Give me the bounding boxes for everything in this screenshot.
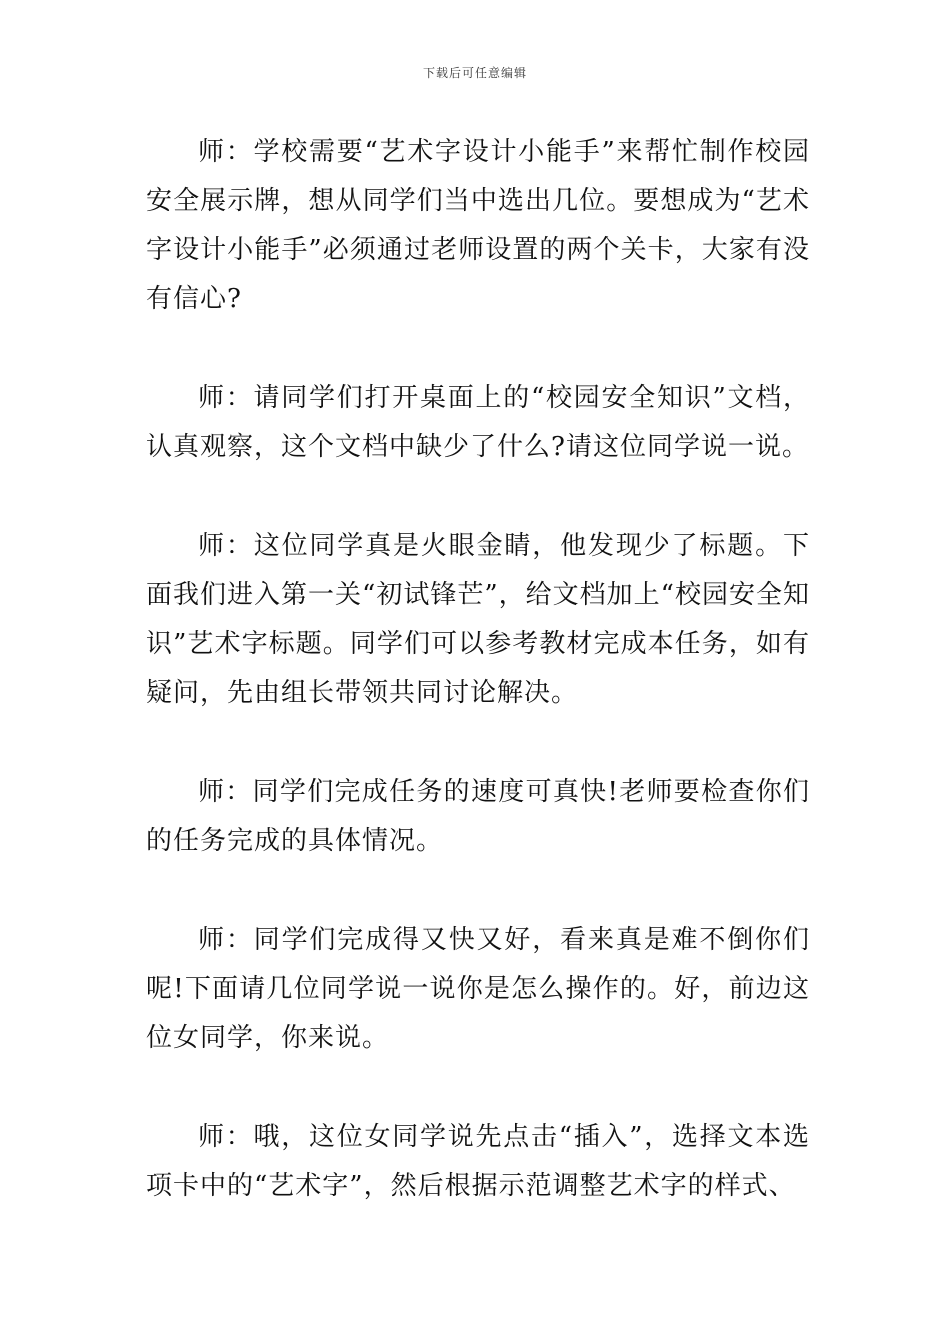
paragraph-4: 师：同学们完成任务的速度可真快!老师要检查你们的任务完成的具体情况。 xyxy=(146,777,810,856)
paragraph-1: 师：学校需要“艺术字设计小能手”来帮忙制作校园安全展示牌，想从同学们当中选出几位。要想成为“艺术字设计小能手”必须通过老师设置的两个关卡，大家有没有信心? xyxy=(146,137,810,314)
paragraph-5: 师：同学们完成得又快又好，看来真是难不倒你们呢!下面请几位同学说一说你是怎么操作的。好，前边这位女同学，你来说。 xyxy=(146,925,810,1053)
paragraph-6: 师：哦，这位女同学说先点击“插入”，选择文本选项卡中的“艺术字”，然后根据示范调整艺术字的样式、 xyxy=(146,1122,810,1201)
document-body xyxy=(146,128,810,1261)
paragraph-2: 师：请同学们打开桌面上的“校园安全知识”文档，认真观察，这个文档中缺少了什么?请这位同学说一说。 xyxy=(146,383,810,462)
header-note: 下载后可任意编辑 xyxy=(422,66,527,80)
paragraph-3: 师：这位同学真是火眼金睛，他发现少了标题。下面我们进入第一关“初试锋芒”，给文档加上“校园安全知识”艺术字标题。同学们可以参考教材完成本任务，如有疑问，先由组长带领共同讨论解决。 xyxy=(146,531,810,708)
